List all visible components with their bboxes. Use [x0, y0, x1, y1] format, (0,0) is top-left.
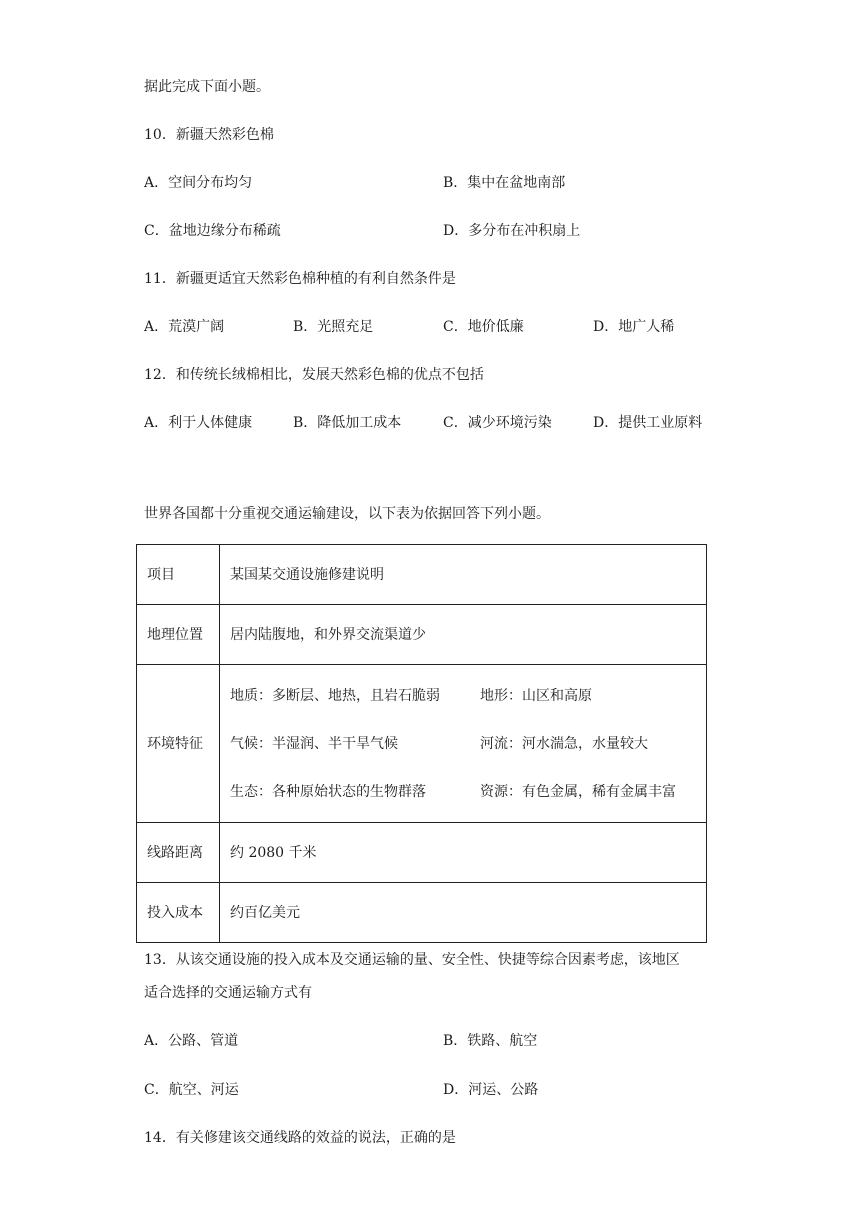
table-key-cell: 环境特征 — [137, 665, 220, 823]
q12-option-c: C．减少环境污染 — [443, 415, 552, 431]
environment-row — [230, 782, 696, 802]
env-climate: 气候：半湿润、半干旱气候 — [230, 735, 398, 752]
env-geology: 地质：多断层、地热，且岩石脆弱 — [230, 687, 440, 704]
question-10-stem: 10．新疆天然彩色棉 — [144, 127, 274, 143]
environment-cell — [220, 665, 707, 823]
q10-option-a: A．空间分布均匀 — [144, 175, 253, 191]
question-13-stem-line1: 13．从该交通设施的投入成本及交通运输的量、安全性、快捷等综合因素考虑，该地区 — [144, 952, 680, 968]
table-key-cell: 投入成本 — [137, 883, 220, 943]
q12-option-d: D．提供工业原料 — [593, 415, 703, 431]
environment-row — [230, 686, 696, 706]
q13-option-b: B．铁路、航空 — [443, 1033, 538, 1049]
table-value-cell: 居内陆腹地，和外界交流渠道少 — [220, 605, 707, 665]
table-key-cell: 项目 — [137, 545, 220, 605]
question-11-stem: 11．新疆更适宜天然彩色棉种植的有利自然条件是 — [144, 271, 456, 287]
q13-option-c: C．航空、河运 — [144, 1082, 239, 1098]
q10-option-d: D．多分布在冲积扇上 — [443, 223, 581, 239]
q12-option-b: B．降低加工成本 — [293, 415, 402, 431]
q11-option-d: D．地广人稀 — [593, 319, 675, 335]
question-13-stem-line2: 适合选择的交通运输方式有 — [144, 985, 312, 1001]
table-row — [137, 545, 707, 605]
env-resources: 资源：有色金属，稀有金属丰富 — [480, 783, 676, 800]
table-key-cell: 线路距离 — [137, 823, 220, 883]
q11-option-c: C．地价低廉 — [443, 319, 524, 335]
env-river: 河流：河水湍急，水量较大 — [480, 735, 648, 752]
q10-option-b: B．集中在盆地南部 — [443, 175, 566, 191]
table-key-cell: 地理位置 — [137, 605, 220, 665]
table-intro-text: 世界各国都十分重视交通运输建设，以下表为依据回答下列小题。 — [144, 506, 550, 522]
question-14-stem: 14．有关修建该交通线路的效益的说法，正确的是 — [144, 1130, 456, 1146]
table-row — [137, 823, 707, 883]
table-value-cell: 约 2080 千米 — [220, 823, 707, 883]
q12-option-a: A．利于人体健康 — [144, 415, 253, 431]
table-value-cell: 某国某交通设施修建说明 — [220, 545, 707, 605]
transport-info-table — [136, 544, 707, 943]
env-terrain: 地形：山区和高原 — [480, 687, 592, 704]
table-row — [137, 605, 707, 665]
environment-row — [230, 734, 696, 754]
q11-option-b: B．光照充足 — [293, 319, 374, 335]
env-ecology: 生态：各种原始状态的生物群落 — [230, 783, 426, 800]
question-12-stem: 12．和传统长绒棉相比，发展天然彩色棉的优点不包括 — [144, 367, 484, 383]
q10-option-c: C．盆地边缘分布稀疏 — [144, 223, 281, 239]
table-value-cell: 约百亿美元 — [220, 883, 707, 943]
q13-option-a: A．公路、管道 — [144, 1033, 239, 1049]
q13-option-d: D．河运、公路 — [443, 1082, 539, 1098]
intro-text: 据此完成下面小题。 — [144, 79, 270, 95]
table-row — [137, 665, 707, 823]
q11-option-a: A．荒漠广阔 — [144, 319, 225, 335]
table-row — [137, 883, 707, 943]
